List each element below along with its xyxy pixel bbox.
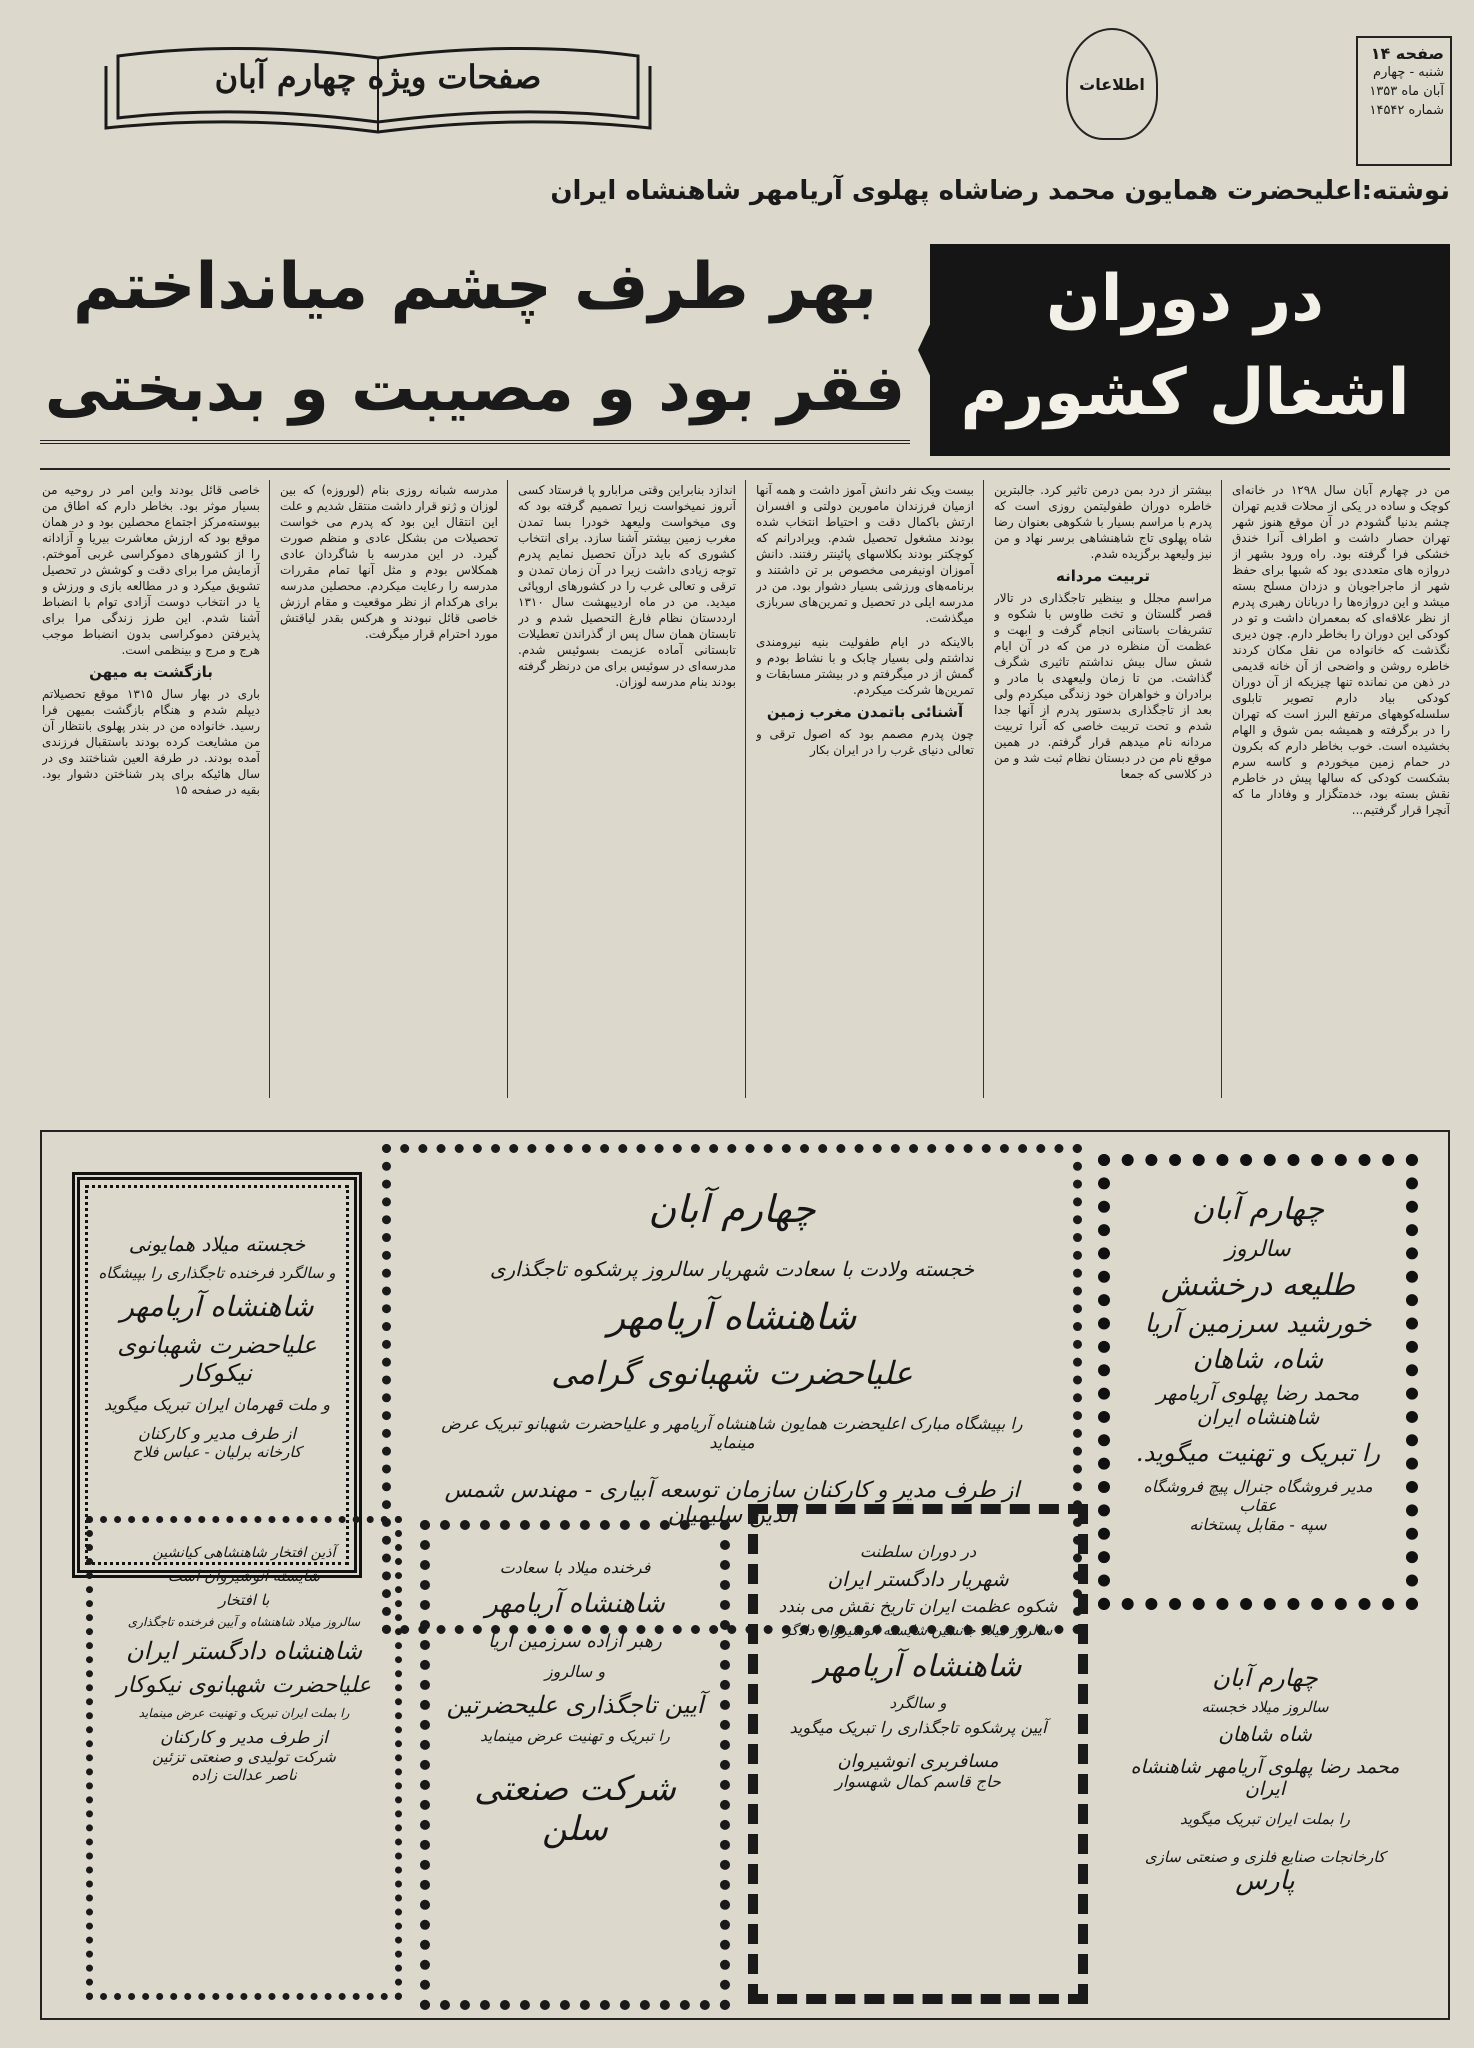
- ad-line: شاه، شاهان: [1192, 1345, 1324, 1375]
- headline-box-line2: اشغال کشورم: [960, 356, 1410, 430]
- ad-title: آذین افتخار شاهنشاهی کیانشین: [152, 1545, 336, 1561]
- ad-line: با افتخار: [218, 1591, 270, 1609]
- ad-title: در دوران سلطنت: [859, 1542, 977, 1561]
- column-divider: [269, 480, 270, 1098]
- article-column-6: [42, 482, 260, 1102]
- ad-line: شاهنشاه آریامهر: [485, 1589, 665, 1619]
- ad-sponsor: شرکت تولیدی و صنعتی تزئین: [152, 1748, 336, 1766]
- ad-line: سالروز میلاد خجسته: [1201, 1698, 1329, 1716]
- ad-line: شهریار دادگستر ایران: [827, 1567, 1009, 1591]
- ad-line: شاهنشاه آریامهر: [814, 1649, 1022, 1684]
- ad-line: را بملت ایران تبریک میگوید: [1179, 1810, 1351, 1828]
- ad-sponsor: پارس: [1235, 1866, 1295, 1896]
- ad-line: خورشید سرزمین آریا: [1144, 1309, 1372, 1339]
- article-text: خاصی قائل بودند واین امر در روحیه من بسیار موثر بود. بخاطر دارم که اطاق من بیوسته‌مرکز اجتماع محصلین بود و در همان موقع بود که ارزش معاشرت بیریا و آزادانه را از کشورهای دموکراسی غربی آموختم. آزمایش مرا برای دقت و کوشش در تحصیل تشویق میکرد و در مطالعه بازی و ورزش و یا در انتخاب دوست آزادی توام با انضباط آشنا شدم. این طرز زندگی مرا برای پذیرفتن دموکراسی بدون انضباط موجب هرج و مرج و بینظمی است.: [42, 483, 260, 657]
- ad-sponsor: شرکت صنعتی سلن: [474, 1769, 676, 1849]
- column-divider: [745, 480, 746, 1098]
- ad-line: را بملت ایران تبریک و تهنیت عرض مینماید: [138, 1706, 350, 1720]
- ad-sponsor: حاج قاسم کمال شهسوار: [835, 1772, 1001, 1791]
- article-subhead: بازگشت به میهن: [89, 663, 213, 681]
- ad-line: رهبر آزاده سرزمین آریا: [488, 1631, 662, 1652]
- article-body: [40, 468, 1450, 1110]
- newspaper-logo: [1066, 28, 1158, 140]
- ad-title: خجسته میلاد همایونی: [128, 1232, 306, 1256]
- ad-sponsor: مسافربری انوشیروان: [837, 1751, 999, 1772]
- ad-sponsor: ناصر عدالت زاده: [191, 1766, 297, 1784]
- ad-line: خجسته ولادت با سعادت شهریار سالروز پرشکوه تاجگذاری: [489, 1257, 975, 1281]
- ad-sponsor: مدیر فروشگاه جنرال پیچ فروشگاه عقاب: [1143, 1477, 1373, 1515]
- article-subhead: آشنائی باتمدن مغرب زمین: [766, 703, 964, 721]
- ad-line: شکوه عظمت ایران تاریخ نقش می بندد: [778, 1597, 1058, 1617]
- main-headline: [40, 236, 910, 444]
- ad-line: و سالگرد فرخنده تاجگذاری را بپیشگاه: [98, 1264, 336, 1282]
- article-text: مدرسه شبانه روزی بنام (لوروزه) که بین لوزان و ژنو قرار داشت منتقل شدیم و علت این انتقال این بود که پدرم می خواست تحصیلات من بشکل عادی و منظم صورت گیرد. در این مدرسه با شاگردان عادی همکلاس بودم و مثل آنها تمام مقررات مدرسه را رعایت میکردم. محصلین مدرسه برای هرکدام از نظر موقعیت و مقام ارزش خاصی قائل نبودند و هرکس بقدر لیاقتش مورد احترام قرار میگرفت.: [280, 483, 498, 641]
- ad-line: علیاحضرت شهبانوی نیکوکار: [117, 1673, 371, 1698]
- congratulation-ad-5: [748, 1504, 1088, 2004]
- ad-line: طلیعه درخشش: [1160, 1268, 1356, 1303]
- ad-title: چهارم آبان: [1192, 1192, 1324, 1227]
- ad-line: آیین تاجگذاری علیحضرتین: [446, 1691, 704, 1719]
- ad-sponsor: از طرف مدیر و کارکنان: [160, 1728, 328, 1748]
- column-divider: [983, 480, 984, 1098]
- article-text: باری در بهار سال ۱۳۱۵ موقع تحصیلاتم دیپلم شدم و هنگام بازگشت بمیهن فرا رسید. خانواده من در بندر پهلوی بانتظار آن من مشایعت کرده بودند باستقبال فرزندی آمده بودند. در طرفة العین شناختند وی در سال هائیکه برای پدر شناختن دشوار بود. بقیه در صفحه ۱۵: [42, 687, 260, 797]
- headline-box-line1: در دوران: [1046, 262, 1324, 336]
- article-column-5: [280, 482, 498, 1102]
- ad-title: فرخنده میلاد با سعادت: [499, 1558, 651, 1577]
- ad-sponsor: از طرف مدیر و کارکنان سازمان توسعه آبیاری - مهندس شمس الدین سلیمیان: [444, 1478, 1020, 1528]
- ad-line: علیاحضرت شهبانوی گرامی: [551, 1354, 913, 1392]
- banner-title: صفحات ویژه چهارم آبان: [214, 58, 542, 96]
- ad-title: چهارم آبان: [1212, 1664, 1318, 1692]
- issue-info-box: [1356, 36, 1452, 166]
- section-banner: [98, 36, 658, 134]
- ad-line: و سالروز: [544, 1662, 606, 1681]
- ad-line: شاهنشاه آریامهر: [607, 1297, 857, 1338]
- ad-line: سالروز: [1225, 1237, 1291, 1262]
- column-divider: [1221, 480, 1222, 1098]
- logo-text: اطلاعات: [1079, 74, 1145, 94]
- ad-line: شاه شاهان: [1218, 1722, 1312, 1746]
- ad-line: و سالگرد: [889, 1694, 947, 1712]
- article-text: من در چهارم آبان سال ۱۲۹۸ در خانه‌ای کوچک و ساده در یکی از محلات قدیم تهران چشم بدنیا گشودم در آن موقع هنوز شهر تهران حصار داشت و اطراف آنرا خندق خشکی فرا گرفته بود. راه ورود بشهر از دروازه های متعددی بود که شبها برای حفظ شهر از ماجراجویان و دزدان مسلح بسته میشد و این دروازه‌ها را دربانان رهبری پدرم از نظر علاقه‌ای که بمعمران داشت و تو در کودکی این دوران را بخاطر دارم. چون دیری نگذشت که خانواده من نقل مکان کردند خاطره روشن و واضحی از آن خانه قدیمی در ذهن من نمانده تنها چیزیکه از آن دوران کودکی بیاد دارم تصویر تابلوی سلسله‌کوههای مرتفع البرز است که تهران را در برگرفته و همیشه بمن شوق و الهام بخشیده است. خوب بخاطر دارم که بکرون در حمام زمین میخوردم و کاسه سرم بشکست کودکی که سالها پیش در خاطرم نقش بسته بود، خدمتگزار و وفادار ما که آنچرا قرار گرفتیم...: [1232, 483, 1450, 817]
- ad-line: را تبریک و تهنیت عرض مینماید: [480, 1727, 670, 1745]
- ad-sponsor: از طرف مدیر و کارکنان: [138, 1424, 296, 1443]
- ad-line: سالروز میلاد شاهنشاه و آیین فرخنده تاجگذاری: [127, 1615, 361, 1629]
- issue-number: شماره ۱۴۵۴۲: [1369, 103, 1444, 118]
- article-text: مراسم مجلل و بینظیر تاجگذاری در تالار قصر گلستان و تخت طاوس با شکوه و تشریفات باستانی انجام گرفت و ابهت و عظمت آن منظره در من که در آن ایام شش سال بیش نداشتم تاثیری شگرف گذاشت. من تا زمان ولیعهدی با مادر و برادران و خواهران خود زندگی میکردم ولی بعد از تاجگذاری بدستور پدرم از آنها جدا شدم و تحت تربیت خاصی که آنرا تربیت مردانه نام میدهم قرار گرفتم. در همین موقع نام من در دبستان نظام ثبت شد و من در کلاسی که جمعا: [994, 591, 1212, 781]
- issue-day: شنبه - چهارم: [1373, 65, 1444, 80]
- ad-title: چهارم آبان: [648, 1187, 816, 1231]
- ad-sponsor: کارخانه برلیان - عباس فلاح: [132, 1443, 302, 1461]
- ad-line: را بپیشگاه مبارک اعلیحضرت همایون شاهنشاه آریامهر و علیاحضرت شهبانو تبریک عرض مینماید: [441, 1414, 1023, 1452]
- article-column-4: [518, 482, 736, 1102]
- article-column-1: [1232, 482, 1450, 1102]
- ad-sponsor: سپه - مقابل پستخانه: [1189, 1515, 1327, 1534]
- article-column-3: [756, 482, 974, 1102]
- column-divider: [507, 480, 508, 1098]
- ad-line: سالروز میلاد جانشین شایسته انوشیروان دادگر: [783, 1623, 1053, 1639]
- ad-line: و ملت قهرمان ایران تبریک میگوید: [104, 1395, 330, 1414]
- main-headline-line2: فقر بود و مصیبت و بدبختی: [40, 338, 910, 444]
- congratulation-ad-1: [1098, 1154, 1418, 1610]
- headline-box-text: [930, 252, 1440, 440]
- congratulation-ad-6: [420, 1520, 730, 2010]
- ad-line: علیاحضرت شهبانوی نیکوکار: [117, 1331, 317, 1387]
- ad-line: شایسته انوشیروان است: [167, 1567, 321, 1585]
- ad-sponsor: کارخانجات صنایع فلزی و صنعتی سازی: [1144, 1848, 1386, 1866]
- ad-line: شاهنشاه آریامهر: [120, 1290, 314, 1323]
- article-column-2: [994, 482, 1212, 1102]
- issue-month: آبان ماه ۱۳۵۳: [1369, 84, 1444, 99]
- ad-line: شاهنشاه دادگستر ایران: [125, 1637, 363, 1665]
- congratulation-ad-7: [86, 1516, 402, 2000]
- ad-line: آیین پرشکوه تاجگذاری را تبریک میگوید: [789, 1718, 1047, 1737]
- page-number: صفحه ۱۴: [1370, 44, 1444, 63]
- article-text: چون پدرم مصمم بود که اصول ترقی و تعالی دنیای غرب را در ایران بکار: [756, 727, 974, 757]
- article-text: اندازد بنابراین وقتی مرابارو پا فرستاد کسی آنروز نمیخواست زیرا تصمیم گرفته بود که وی میخواست ولیعهد خودرا بسا تمدن مغرب زمین بیشتر آشنا سازد. برای انتخاب کشوری که باید درآن تحصیل نمایم پدرم توجه زیادی داشت زیرا در آن زمان تمدن و ترقی و تعالی غرب را در کشورهای اروپائی میدید. من در ماه اردیبهشت سال ۱۳۱۰ ارددستان نظام فارغ التحصیل شدم و در تابستان همان سال پس از گذراندن تعطیلات تابستانی آماده عزیمت بسوئیس شدم. مدرسه‌ای در سوئیس برای من درنظر گرفته بودند بنام مدرسه لوزان.: [518, 483, 736, 689]
- congratulation-ad-4: [1120, 1640, 1410, 1980]
- main-headline-line1: بهر طرف چشم میانداختم: [73, 250, 877, 324]
- ad-line: را تبریک و تهنیت میگوید.: [1135, 1439, 1381, 1467]
- article-text: بالاینکه در ایام طفولیت بنیه نیرومندی نداشتم ولی بسیار چابک و با نشاط بودم و گمش از در میگرفتم و در بیشتر مسابقات و تمرین‌ها شرکت میکردم.: [756, 635, 974, 697]
- article-text: بیشتر از درد بمن درمن تاثیر کرد. جالبترین خاطره دوران طفولیتمن روزی است که پدرم با مراسم بسیار با شکوهی بعنوان رضا شاه پهلوی تاج شاهنشاهی برسر نهاد و من نیز ولیعهد برگزیده شدم.: [994, 483, 1212, 561]
- article-subhead: تربیت مردانه: [1055, 567, 1150, 585]
- article-text: بیست ویک نفر دانش آموز داشت و همه آنها ازمیان فرزندان مامورین دولتی و افسران ارتش باکمال دقت و احتیاط انتخاب شده بودند مشغول تحصیل شدم. ویرادرانم که کوچکتر بودند بکلاسهای پائینتر رفتند. دانش آموزان اونیفرمی مخصوص بر تن داشتند و برنامه‌های ورزشی بسیار دشوار بود. من در مدرسه ایلی در تحصیل و تمرین‌های سربازی میگذشت.: [756, 483, 974, 625]
- ad-line: محمد رضا پهلوی آریامهر شاهنشاه ایران: [1156, 1381, 1360, 1429]
- ad-line: محمد رضا پهلوی آریامهر شاهنشاه ایران: [1130, 1756, 1400, 1800]
- byline: نوشته:اعلیحضرت همایون محمد رضاشاه پهلوی آریامهر شاهنشاه ایران: [550, 176, 1450, 206]
